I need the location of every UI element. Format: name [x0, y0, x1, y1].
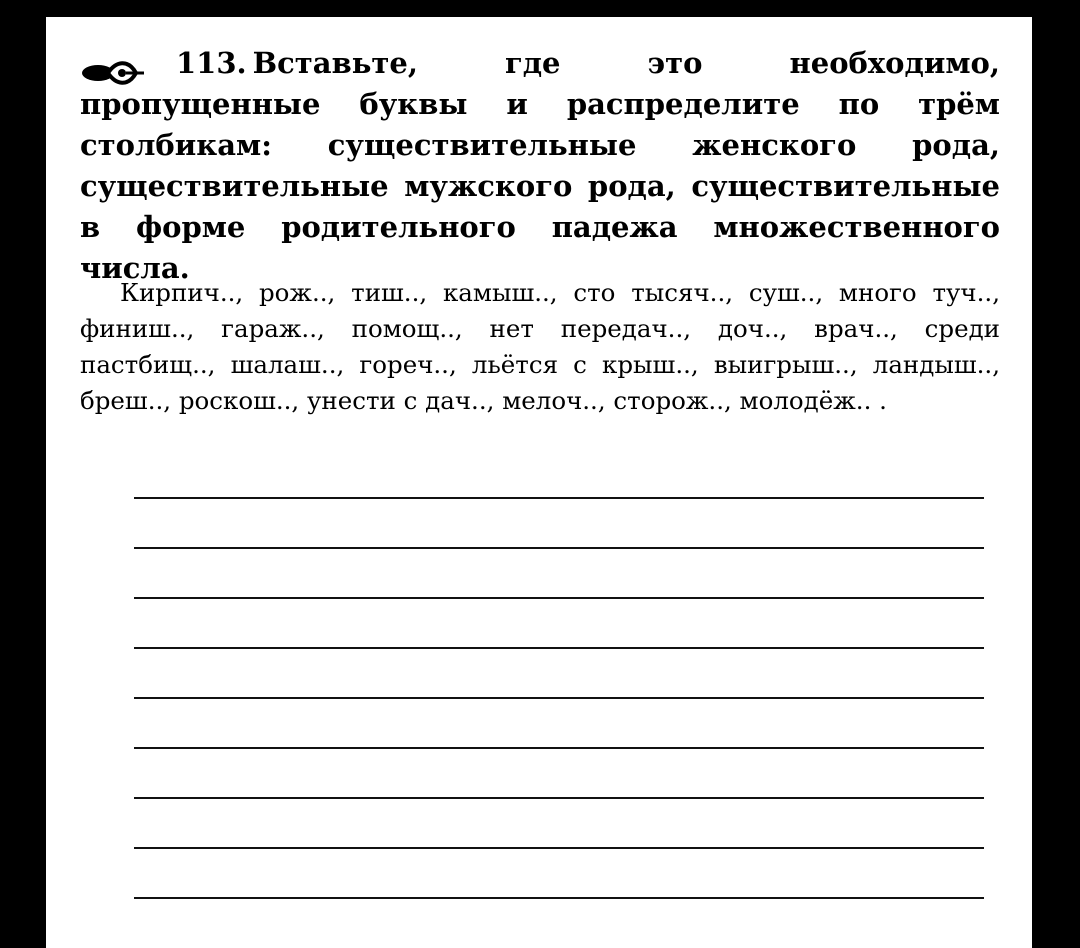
exercise-number: 113. [176, 46, 247, 80]
answer-line[interactable] [134, 547, 984, 549]
answer-line[interactable] [134, 497, 984, 499]
exercise-instruction [80, 43, 1000, 289]
answer-line[interactable] [134, 897, 984, 899]
answer-line[interactable] [134, 797, 984, 799]
answer-lines [134, 497, 984, 947]
answer-line[interactable] [134, 747, 984, 749]
answer-line[interactable] [134, 647, 984, 649]
workbook-page [46, 17, 1032, 948]
answer-line[interactable] [134, 597, 984, 599]
answer-line[interactable] [134, 697, 984, 699]
answer-line[interactable] [134, 847, 984, 849]
exercise-word-list: Кирпич.., рож.., тиш.., камыш.., сто тысяч.., суш.., много туч.., финиш.., гараж.., помощ.., нет передач.., доч.., врач.., среди пастбищ.., шалаш.., гореч.., льётся с крыш.., выигрыш.., ландыш.., бреш.., роскош.., унести с дач.., мелоч.., сторож.., молодёж.. . [80, 278, 1000, 415]
exercise-instruction-text: Вставьте, где это необходимо, пропущенные буквы и распределите по трём столбикам: существительные женского рода, существительные мужского рода, существительные в форме родительного падежа множественного числа. [80, 46, 1000, 285]
